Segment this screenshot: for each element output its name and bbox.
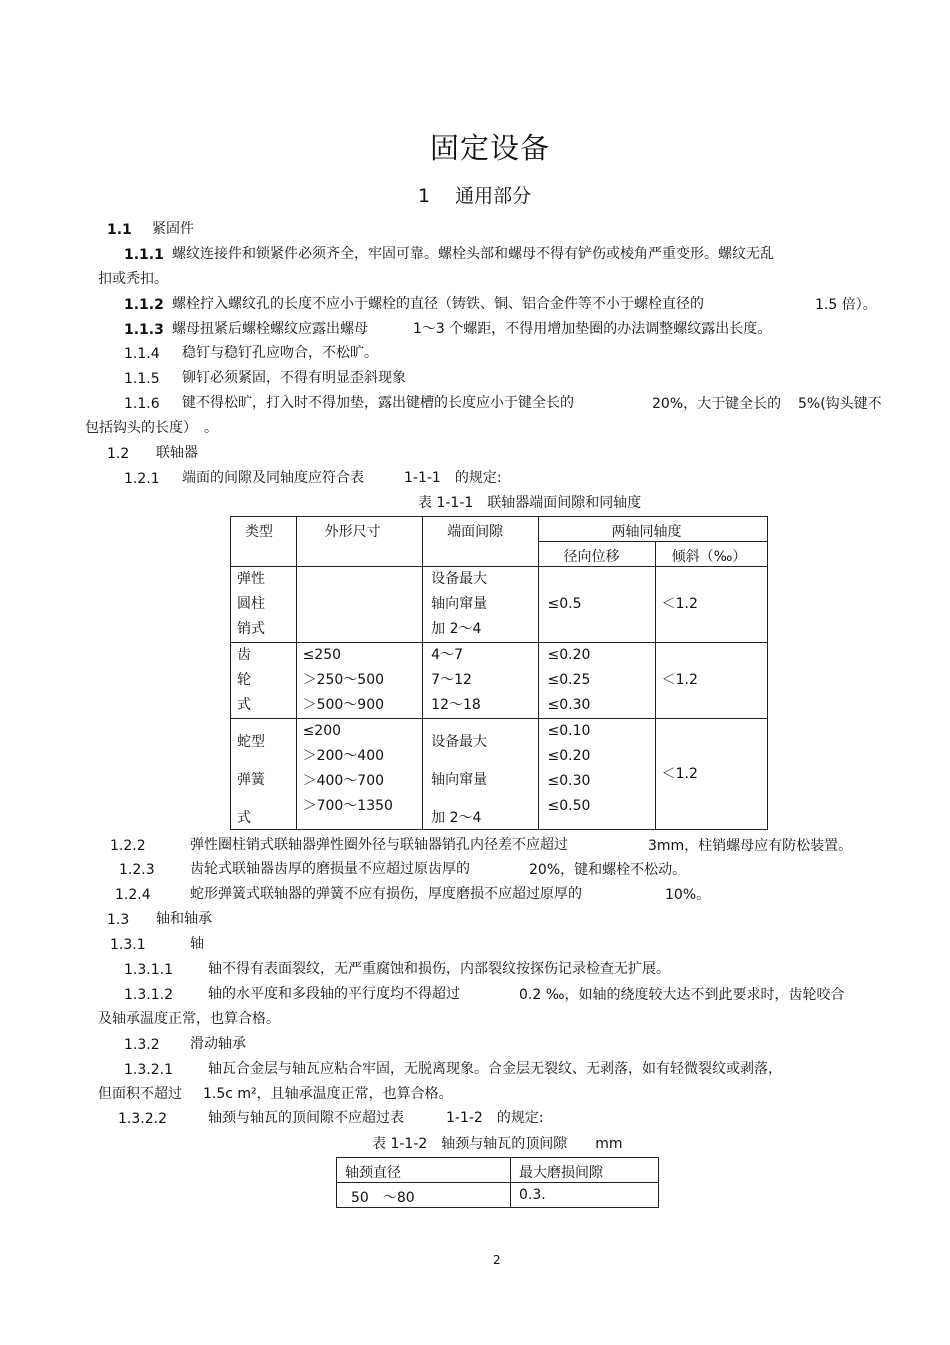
clause-number: 1.1.5 [124, 371, 160, 387]
table-cell: ≤200 ＞200～400 ＞400～700 ＞700～1350 [296, 719, 423, 830]
page-title: 固定设备 [429, 131, 550, 165]
table-header: 两轴同轴度 [539, 517, 768, 542]
clause-number: 1.2.2 [110, 838, 146, 854]
table-header: 类型 [231, 517, 297, 567]
clause-text-cont: 包括钩头的长度） 。 [85, 420, 218, 436]
bearing-clearance-table [336, 1157, 659, 1208]
clause-text-tail: 5%(钩头键不 [798, 396, 882, 412]
clause-text-tail: 10%。 [665, 887, 711, 903]
section-title: 联轴器 [156, 445, 198, 461]
table-cell: ＜1.2 [655, 643, 767, 719]
clause-text: 螺栓拧入螺纹孔的长度不应小于螺栓的直径（铸铁、铜、铝合金件等不小于螺栓直径的 [172, 296, 704, 312]
section-number: 1.1 [107, 222, 132, 238]
table-header: 端面间隙 [423, 517, 539, 567]
clause-number: 1.3.2.2 [118, 1111, 167, 1127]
clause-number: 1.1.1 [124, 247, 164, 263]
table-cell: 设备最大 轴向窜量 加 2～4 [423, 567, 539, 643]
clause-text-mid: 1-1-1 的规定: [404, 470, 502, 486]
clause-number: 1.1.2 [124, 297, 164, 313]
clause-text: 铆钉必须紧固，不得有明显歪斜现象 [182, 370, 406, 386]
table-cell: ＜1.2 [655, 567, 767, 643]
clause-text: 蛇形弹簧式联轴器的弹簧不应有损伤，厚度磨损不应超过原厚的 [190, 886, 582, 902]
coupling-table [230, 516, 768, 830]
clause-number: 1.3.2 [124, 1037, 160, 1053]
clause-text: 滑动轴承 [190, 1036, 246, 1052]
table-header: 最大磨损间隙 [511, 1158, 659, 1183]
table-cell: 蛇型 弹簧 式 [231, 719, 297, 830]
table-cell: ≤0.5 [539, 567, 655, 643]
clause-text-cont: 及轴承温度正常，也算合格。 [98, 1011, 280, 1027]
clause-text: 键不得松旷，打入时不得加垫，露出键槽的长度应小于键全长的 [182, 395, 574, 411]
table-header: 轴颈直径 [337, 1158, 511, 1183]
table-header: 外形尺寸 [296, 517, 423, 567]
clause-text-tail: 1.5 倍）。 [815, 297, 877, 313]
clause-text: 轴颈与轴瓦的顶间隙不应超过表 [208, 1110, 404, 1126]
table-cell: 0.3. [511, 1183, 659, 1208]
table-cell: ≤250 ＞250～500 ＞500～900 [296, 643, 423, 719]
clause-text-cont: 扣或秃扣。 [98, 271, 168, 287]
clause-number: 1.1.3 [124, 322, 164, 338]
clause-number: 1.3.2.1 [124, 1062, 173, 1078]
clause-text-mid: 20%，大于键全长的 [652, 396, 782, 412]
clause-number: 1.3.1 [110, 937, 146, 953]
clause-text-cont: 但面积不超过 [98, 1086, 182, 1102]
clause-text: 轴瓦合金层与轴瓦应粘合牢固，无脱离现象。合金层无裂纹、无剥落，如有轻微裂纹或剥落， [208, 1061, 782, 1077]
section-title: 紧固件 [152, 221, 194, 237]
table-cell: 齿 轮 式 [231, 643, 297, 719]
table-cell: ≤0.10 ≤0.20 ≤0.30 ≤0.50 [539, 719, 655, 830]
clause-number: 1.2.3 [119, 862, 155, 878]
clause-number: 1.3.1.2 [124, 987, 173, 1003]
clause-text: 轴的水平度和多段轴的平行度均不得超过 [208, 986, 460, 1002]
clause-text: 齿轮式联轴器齿厚的磨损量不应超过原齿厚的 [190, 861, 470, 877]
clause-text-tail: 20%，键和螺栓不松动。 [529, 862, 687, 878]
table-header: 倾斜（‰） [655, 542, 767, 567]
table-cell: ＜1.2 [655, 719, 767, 830]
table-header: 径向位移 [539, 542, 655, 567]
table-cell: 弹性 圆柱 销式 [231, 567, 297, 643]
clause-text-tail: 0.2 ‰，如轴的绕度较大达不到此要求时，齿轮咬合 [519, 987, 845, 1003]
table-cell [296, 567, 423, 643]
table-cell: 50 ～80 [337, 1183, 511, 1208]
table-cell: 设备最大 轴向窜量 加 2～4 [423, 719, 539, 830]
section-number: 1.2 [107, 446, 130, 462]
clause-text-mid: 1-1-2 的规定: [446, 1110, 544, 1126]
table-cell: 4～7 7～12 12～18 [423, 643, 539, 719]
clause-text: 螺母扭紧后螺栓螺纹应露出螺母 [172, 321, 368, 337]
clause-text: 端面的间隙及同轴度应符合表 [182, 470, 364, 486]
section-heading: 1 通用部分 [418, 185, 532, 207]
page-number: 2 [493, 1253, 501, 1267]
clause-number: 1.2.4 [115, 887, 151, 903]
table-cell: ≤0.20 ≤0.25 ≤0.30 [539, 643, 655, 719]
clause-number: 1.1.4 [124, 346, 160, 362]
clause-text-mid: 1～3 个螺距，不得用增加垫圈的办法调整螺纹露出长度。 [413, 321, 772, 337]
clause-text: 螺纹连接件和锁紧件必须齐全，牢固可靠。螺栓头部和螺母不得有铲伤或棱角严重变形。螺纹无乱 [172, 246, 774, 262]
clause-text: 稳钉与稳钉孔应吻合，不松旷。 [182, 345, 378, 361]
table-caption: 表 1-1-1 联轴器端面间隙和同轴度 [418, 495, 642, 511]
table-caption: 表 1-1-2 轴颈与轴瓦的顶间隙 mm [372, 1136, 623, 1152]
clause-number: 1.3.1.1 [124, 962, 173, 978]
section-number: 1.3 [107, 912, 130, 928]
clause-text-tail: 3mm，柱销螺母应有防松装置。 [648, 838, 853, 854]
clause-text: 轴不得有表面裂纹，无严重腐蚀和损伤，内部裂纹按探伤记录检查无扩展。 [208, 961, 670, 977]
clause-number: 1.2.1 [124, 471, 160, 487]
section-title: 轴和轴承 [156, 911, 212, 927]
clause-number: 1.1.6 [124, 396, 160, 412]
clause-text-cont: 1.5c m²，且轴承温度正常，也算合格。 [203, 1086, 453, 1102]
clause-text: 弹性圈柱销式联轴器弹性圈外径与联轴器销孔内径差不应超过 [190, 837, 568, 853]
clause-text: 轴 [190, 936, 204, 952]
